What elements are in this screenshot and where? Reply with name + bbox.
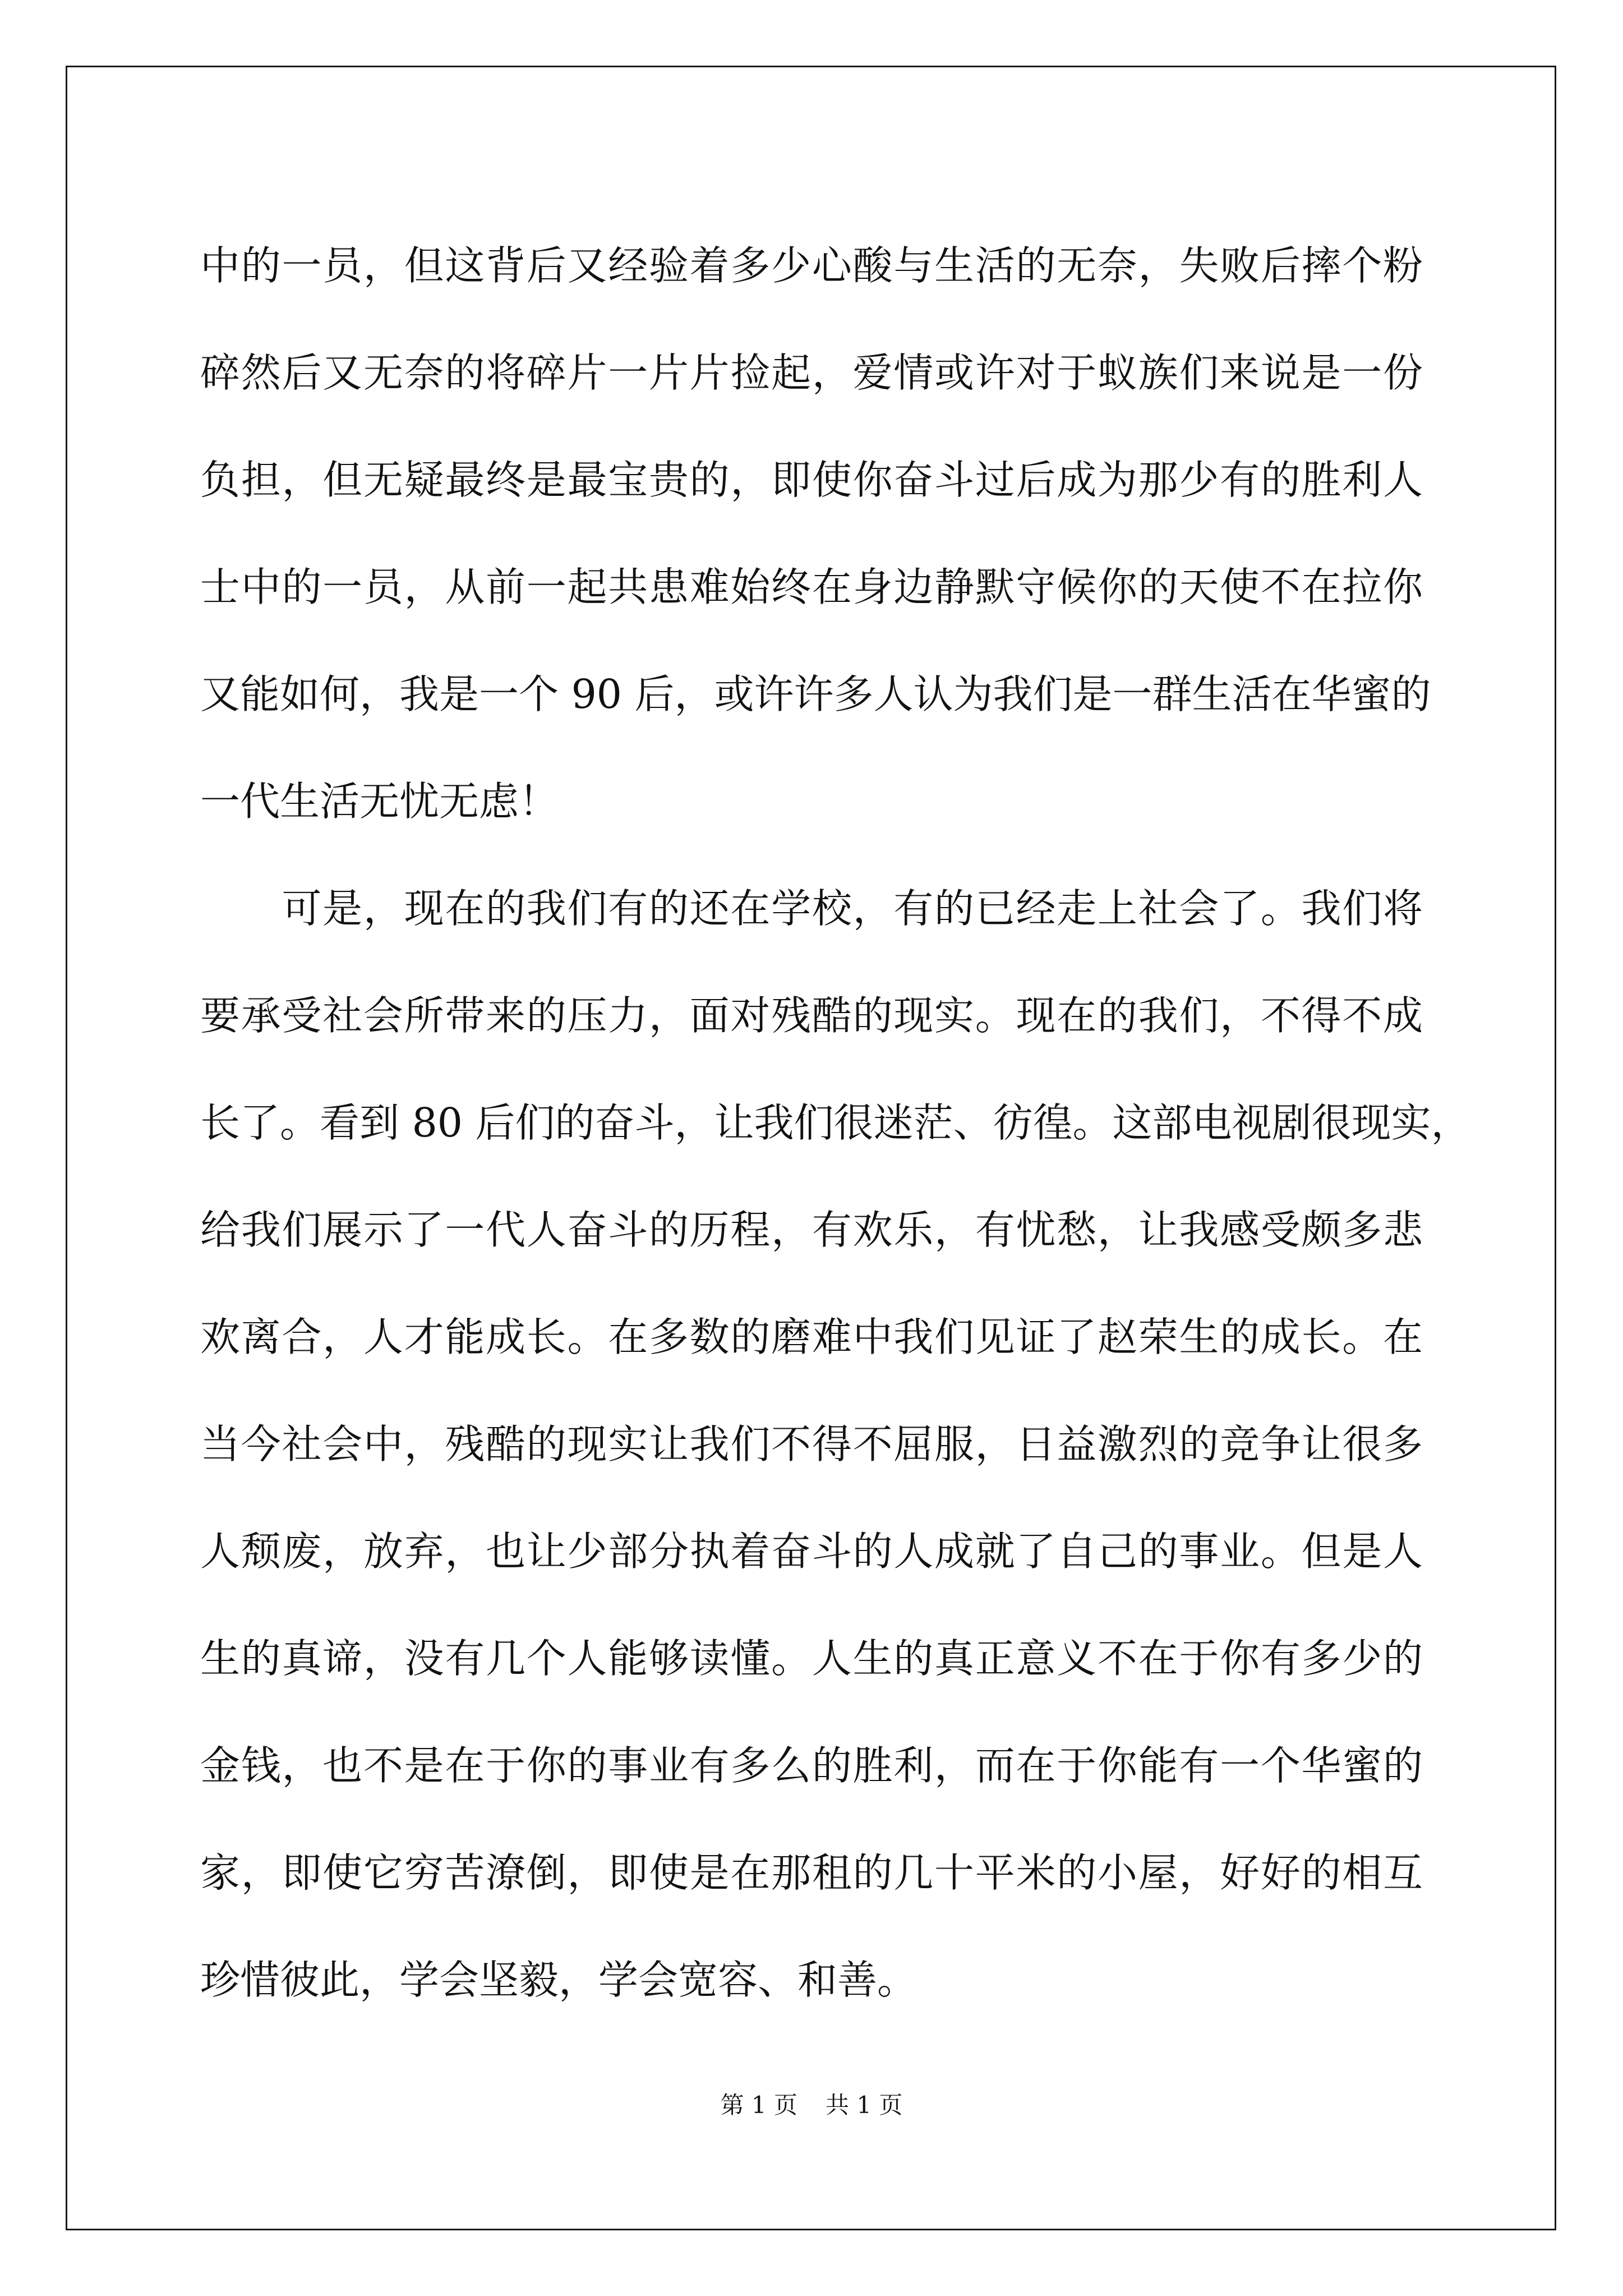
document-body <box>200 212 1471 2033</box>
text-line: 碎然后又无奈的将碎片一片片捡起，爱情或许对于蚁族们来说是一份 <box>200 349 1423 396</box>
text-line: 当今社会中，残酷的现实让我们不得不屈服，日益激烈的竞争让很多 <box>200 1421 1423 1467</box>
text-line: 要承受社会所带来的压力，面对残酷的现实。现在的我们，不得不成 <box>200 992 1423 1039</box>
page-number-total: 共 1 页 <box>826 2091 903 2119</box>
page-footer <box>0 2087 1623 2120</box>
page-number-current: 第 1 页 <box>720 2091 797 2119</box>
text-line: 欢离合，人才能成长。在多数的磨难中我们见证了赵荣生的成长。在 <box>200 1314 1423 1360</box>
text-line: 给我们展示了一代人奋斗的历程，有欢乐，有忧愁，让我感受颇多悲 <box>200 1207 1423 1253</box>
text-line: 人颓废，放弃，也让少部分执着奋斗的人成就了自己的事业。但是人 <box>200 1528 1423 1575</box>
text-line: 一代生活无忧无虑！ <box>200 778 559 825</box>
text-line: 家，即使它穷苦潦倒，即使是在那租的几十平米的小屋，好好的相互 <box>200 1849 1423 1896</box>
text-line: 金钱，也不是在于你的事业有多么的胜利，而在于你能有一个华蜜的 <box>200 1742 1423 1789</box>
text-line: 生的真谛，没有几个人能够读懂。人生的真正意义不在于你有多少的 <box>200 1635 1423 1682</box>
text-line: 珍惜彼此，学会坚毅，学会宽容、和善。 <box>200 1957 917 2003</box>
text-line: 又能如何，我是一个 90 后，或许许多人认为我们是一群生活在华蜜的 <box>200 671 1431 717</box>
text-line: 长了。看到 80 后们的奋斗，让我们很迷茫、彷徨。这部电视剧很现实， <box>200 1099 1471 1146</box>
text-line: 可是，现在的我们有的还在学校，有的已经走上社会了。我们将 <box>200 885 1423 932</box>
text-line: 中的一员，但这背后又经验着多少心酸与生活的无奈，失败后摔个粉 <box>200 242 1423 289</box>
text-line: 负担，但无疑最终是最宝贵的，即使你奋斗过后成为那少有的胜利人 <box>200 457 1423 503</box>
text-line: 士中的一员，从前一起共患难始终在身边静默守候你的天使不在拉你 <box>200 564 1423 610</box>
